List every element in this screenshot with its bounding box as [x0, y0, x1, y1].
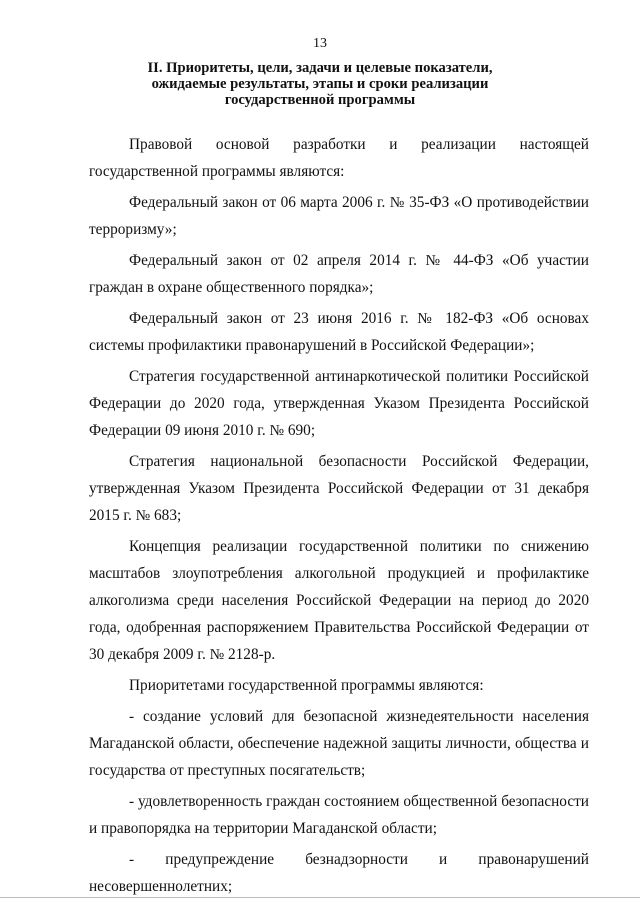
paragraph-antidrug-strategy: Стратегия государственной антинаркотической политики Российской Федерации до 2020 года, утвержденная Указом Президента Российской Федерации 09 июня 2010 г. № 690; — [89, 368, 589, 439]
document-body — [89, 127, 589, 900]
paragraph-priorities-intro: Приоритетами государственной программы являются: — [129, 677, 484, 694]
priority-item: - удовлетворенность граждан состоянием общественной безопасности и правопорядка на территории Магаданской области; — [89, 793, 589, 837]
heading-line: ожидаемые результаты, этапы и сроки реализации — [151, 76, 489, 92]
paragraph-legal-basis: Правовой основой разработки и реализации настоящей государственной программы являются: — [89, 136, 589, 180]
paragraph-law-public-order: Федеральный закон от 02 апреля 2014 г. № 44-ФЗ «Об участии граждан в охране общественного порядка»; — [89, 252, 589, 296]
paragraph-law-terrorism: Федеральный закон от 06 марта 2006 г. № 35-ФЗ «О противодействии терроризму»; — [89, 194, 589, 238]
page-number: 13 — [313, 36, 327, 51]
priority-item: - создание условий для безопасной жизнедеятельности населения Магаданской области, обеспечение надежной защиты личности, общества и государства от преступных посягательств; — [89, 708, 589, 779]
paragraph-security-strategy: Стратегия национальной безопасности Российской Федерации, утвержденная Указом Президента Российской Федерации от 31 декабря 2015 г. № 683; — [89, 453, 589, 524]
paragraph-law-prevention: Федеральный закон от 23 июня 2016 г. № 182-ФЗ «Об основах системы профилактики правонарушений в Российской Федерации»; — [89, 310, 589, 354]
scan-edge-line — [0, 897, 640, 898]
paragraph-alcohol-concept: Концепция реализации государственной политики по снижению масштабов злоупотребления алкогольной продукцией и профилактике алкоголизма среди населения Российской Федерации на период до 2020 года, одобренная распоряжением Правительства Российской Федерации от 30 декабря 2009 г. № 2128-р. — [89, 538, 589, 663]
heading-line: II. Приоритеты, цели, задачи и целевые показатели, — [147, 60, 493, 76]
section-heading — [60, 60, 580, 108]
heading-line: государственной программы — [224, 92, 416, 108]
priority-item: - предупреждение безнадзорности и правонарушений несовершеннолетних; — [89, 851, 589, 895]
